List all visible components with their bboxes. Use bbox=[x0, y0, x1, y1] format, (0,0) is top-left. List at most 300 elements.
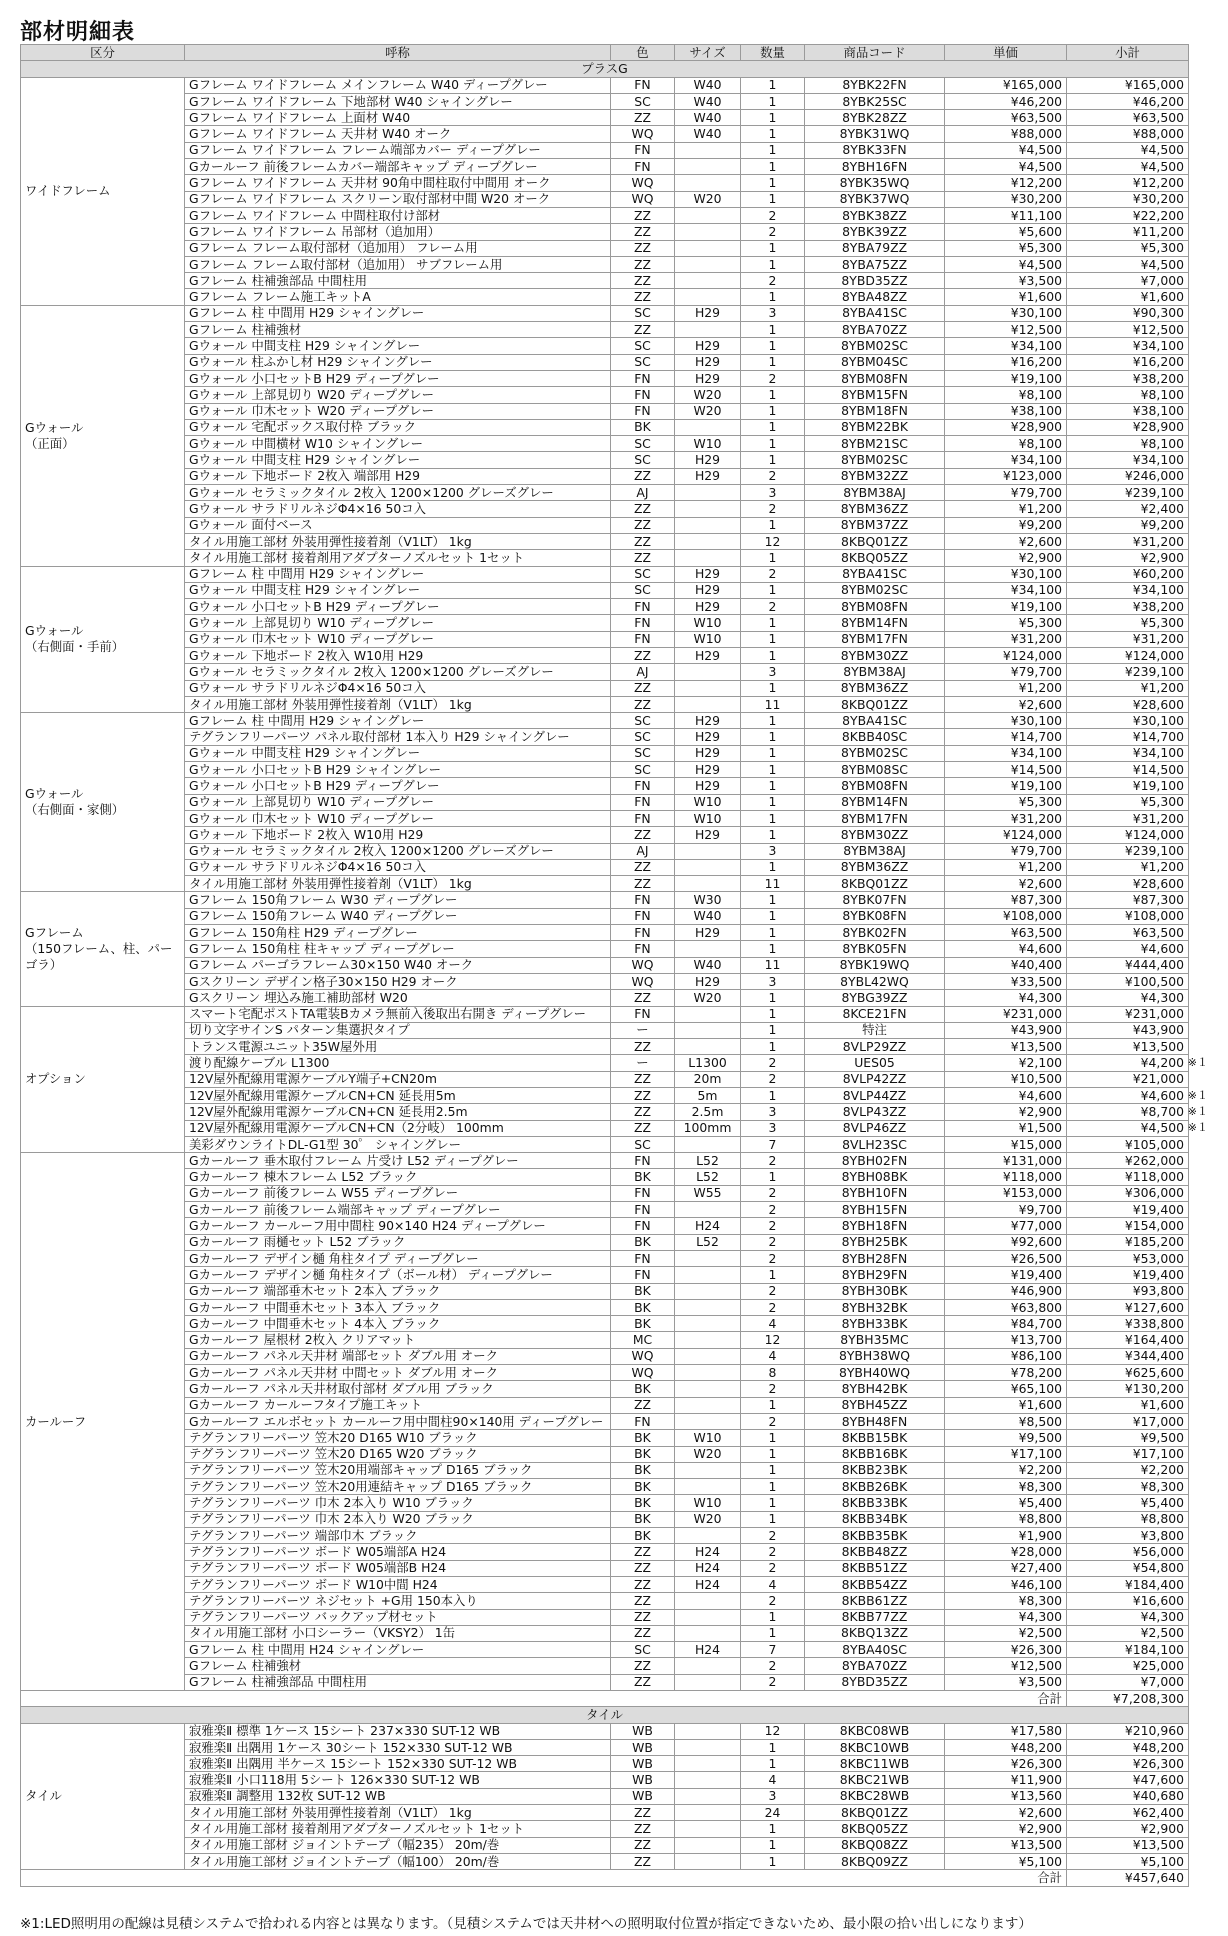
item-size: W10 bbox=[675, 436, 741, 452]
item-name: Gウォール 小口セットB H29 ディープグレー bbox=[185, 370, 611, 386]
item-quantity: 2 bbox=[741, 1055, 805, 1071]
item-size: H24 bbox=[675, 1576, 741, 1592]
item-quantity: 2 bbox=[741, 468, 805, 484]
item-size: H29 bbox=[675, 778, 741, 794]
item-unit-price: ¥231,000 bbox=[945, 1006, 1067, 1022]
table-row bbox=[21, 1560, 1189, 1576]
item-name: Gカールーフ 中間垂木セット 3本入 ブラック bbox=[185, 1299, 611, 1315]
item-size bbox=[675, 1299, 741, 1315]
item-code: 8YBM30ZZ bbox=[805, 827, 945, 843]
item-size: L1300 bbox=[675, 1055, 741, 1071]
item-subtotal: ¥127,600 bbox=[1067, 1299, 1189, 1315]
item-quantity: 1 bbox=[741, 647, 805, 663]
item-color: ZZ bbox=[611, 273, 675, 289]
item-subtotal: ¥40,680 bbox=[1067, 1788, 1189, 1804]
item-name: テグランフリーパーツ ボード W10中間 H24 bbox=[185, 1576, 611, 1592]
item-subtotal: ¥14,700 bbox=[1067, 729, 1189, 745]
table-row bbox=[21, 1055, 1189, 1071]
item-color: ZZ bbox=[611, 1576, 675, 1592]
item-unit-price: ¥3,500 bbox=[945, 273, 1067, 289]
item-unit-price: ¥38,100 bbox=[945, 403, 1067, 419]
item-quantity: 1 bbox=[741, 452, 805, 468]
header-quantity: 数量 bbox=[741, 45, 805, 61]
item-code: 8YBM38AJ bbox=[805, 664, 945, 680]
table-row bbox=[21, 1136, 1189, 1152]
item-name: Gフレーム 柱補強部品 中間柱用 bbox=[185, 273, 611, 289]
header-unit-price: 単価 bbox=[945, 45, 1067, 61]
table-row bbox=[21, 713, 1189, 729]
item-name: Gウォール サラドリルネジΦ4×16 50コ入 bbox=[185, 501, 611, 517]
item-code: 8KBB26BK bbox=[805, 1479, 945, 1495]
item-quantity: 1 bbox=[741, 778, 805, 794]
item-color: ZZ bbox=[611, 1071, 675, 1087]
item-color: ZZ bbox=[611, 533, 675, 549]
item-code: 8YBA41SC bbox=[805, 566, 945, 582]
table-row bbox=[21, 1202, 1189, 1218]
item-subtotal: ¥19,400 bbox=[1067, 1267, 1189, 1283]
item-color: ZZ bbox=[611, 517, 675, 533]
item-subtotal bbox=[1067, 1039, 1189, 1055]
item-name: Gカールーフ 棟木フレーム L52 ブラック bbox=[185, 1169, 611, 1185]
item-color: ー bbox=[611, 1055, 675, 1071]
item-quantity: 1 bbox=[741, 517, 805, 533]
item-size: W20 bbox=[675, 387, 741, 403]
item-unit-price: ¥28,000 bbox=[945, 1544, 1067, 1560]
item-subtotal: ¥30,200 bbox=[1067, 191, 1189, 207]
item-unit-price: ¥9,200 bbox=[945, 517, 1067, 533]
item-subtotal: ¥5,300 bbox=[1067, 615, 1189, 631]
item-quantity: 1 bbox=[741, 338, 805, 354]
item-unit-price: ¥11,100 bbox=[945, 207, 1067, 223]
item-color: ZZ bbox=[611, 110, 675, 126]
item-color: BK bbox=[611, 1495, 675, 1511]
item-quantity: 4 bbox=[741, 1772, 805, 1788]
item-code: 8YBM08FN bbox=[805, 778, 945, 794]
total-value: ¥457,640 bbox=[1067, 1870, 1189, 1886]
item-code: 8YBH16FN bbox=[805, 159, 945, 175]
item-quantity: 2 bbox=[741, 1413, 805, 1429]
footnote-mark: ※１ bbox=[1187, 1088, 1208, 1102]
item-size bbox=[675, 517, 741, 533]
item-size: W10 bbox=[675, 631, 741, 647]
item-subtotal: ¥184,100 bbox=[1067, 1642, 1189, 1658]
item-subtotal: ¥118,000 bbox=[1067, 1169, 1189, 1185]
item-quantity: 8 bbox=[741, 1365, 805, 1381]
item-subtotal: ¥239,100 bbox=[1067, 843, 1189, 859]
item-size bbox=[675, 322, 741, 338]
item-subtotal: ¥48,200 bbox=[1067, 1739, 1189, 1755]
item-quantity: 1 bbox=[741, 1853, 805, 1869]
item-color: ZZ bbox=[611, 207, 675, 223]
item-code: 8KBB15BK bbox=[805, 1430, 945, 1446]
item-color: WQ bbox=[611, 957, 675, 973]
item-name: Gウォール 上部見切り W10 ディープグレー bbox=[185, 794, 611, 810]
item-color: WQ bbox=[611, 1348, 675, 1364]
item-name: Gフレーム ワイドフレーム フレーム端部カバー ディープグレー bbox=[185, 142, 611, 158]
table-row bbox=[21, 1234, 1189, 1250]
item-code: 8KBC28WB bbox=[805, 1788, 945, 1804]
item-color: ZZ bbox=[611, 256, 675, 272]
item-subtotal: ¥8,100 bbox=[1067, 436, 1189, 452]
item-size: W10 bbox=[675, 794, 741, 810]
table-row bbox=[21, 1413, 1189, 1429]
item-color: ZZ bbox=[611, 1104, 675, 1120]
item-subtotal: ¥87,300 bbox=[1067, 892, 1189, 908]
item-code: 8VLP44ZZ bbox=[805, 1088, 945, 1104]
footnote-mark: ※１ bbox=[1187, 1104, 1208, 1118]
item-size: L52 bbox=[675, 1153, 741, 1169]
item-subtotal: ¥9,500 bbox=[1067, 1430, 1189, 1446]
item-color: ZZ bbox=[611, 680, 675, 696]
item-code: 8YBK37WQ bbox=[805, 191, 945, 207]
item-quantity: 1 bbox=[741, 1169, 805, 1185]
item-quantity: 1 bbox=[741, 1625, 805, 1641]
item-subtotal: ¥130,200 bbox=[1067, 1381, 1189, 1397]
item-unit-price: ¥124,000 bbox=[945, 647, 1067, 663]
item-quantity: 1 bbox=[741, 1006, 805, 1022]
item-subtotal bbox=[1067, 1087, 1208, 1104]
item-size: 5m bbox=[675, 1088, 741, 1104]
item-name: Gカールーフ 雨樋セット L52 ブラック bbox=[185, 1234, 611, 1250]
item-quantity: 1 bbox=[741, 1609, 805, 1625]
item-subtotal: ¥19,100 bbox=[1067, 778, 1189, 794]
item-size: H24 bbox=[675, 1218, 741, 1234]
item-unit-price: ¥4,500 bbox=[945, 256, 1067, 272]
item-subtotal: ¥154,000 bbox=[1067, 1218, 1189, 1234]
item-color: FN bbox=[611, 778, 675, 794]
item-size bbox=[675, 1674, 741, 1690]
item-subtotal: ¥108,000 bbox=[1067, 908, 1189, 924]
item-quantity: 2 bbox=[741, 207, 805, 223]
item-name: Gフレーム 150角柱 H29 ディープグレー bbox=[185, 925, 611, 941]
item-code: 8YBA41SC bbox=[805, 305, 945, 321]
item-name: 12V屋外配線用電源ケーブルY端子+CN20m bbox=[185, 1071, 611, 1087]
item-quantity: 2 bbox=[741, 1560, 805, 1576]
item-color: AJ bbox=[611, 485, 675, 501]
header-name: 呼称 bbox=[185, 45, 611, 61]
item-quantity: 1 bbox=[741, 1495, 805, 1511]
item-code: 8YBM14FN bbox=[805, 794, 945, 810]
item-unit-price: ¥30,200 bbox=[945, 191, 1067, 207]
item-size bbox=[675, 1756, 741, 1772]
item-code: 8VLP43ZZ bbox=[805, 1104, 945, 1120]
item-subtotal: ¥26,300 bbox=[1067, 1756, 1189, 1772]
item-size bbox=[675, 1788, 741, 1804]
item-subtotal: ¥2,900 bbox=[1067, 1821, 1189, 1837]
item-code: 8YBK19WQ bbox=[805, 957, 945, 973]
item-name: Gカールーフ 屋根材 2枚入 クリアマット bbox=[185, 1332, 611, 1348]
item-color: ZZ bbox=[611, 1625, 675, 1641]
item-size bbox=[675, 696, 741, 712]
item-subtotal: ¥4,500 bbox=[1067, 256, 1189, 272]
item-color: WQ bbox=[611, 973, 675, 989]
item-subtotal: ¥28,900 bbox=[1067, 419, 1189, 435]
item-unit-price: ¥84,700 bbox=[945, 1316, 1067, 1332]
table-row bbox=[21, 1267, 1189, 1283]
item-code: 8YBM37ZZ bbox=[805, 517, 945, 533]
table-row bbox=[21, 876, 1189, 892]
section-header-row bbox=[21, 1707, 1189, 1723]
item-code: 8KBB48ZZ bbox=[805, 1544, 945, 1560]
table-row bbox=[21, 1544, 1189, 1560]
table-row bbox=[21, 126, 1189, 142]
item-subtotal bbox=[1067, 1120, 1208, 1136]
item-subtotal: ¥90,300 bbox=[1067, 305, 1189, 321]
item-quantity: 2 bbox=[741, 1381, 805, 1397]
item-name: Gスクリーン デザイン格子30×150 H29 オーク bbox=[185, 973, 611, 989]
item-name: Gカールーフ パネル天井材 中間セット ダブル用 オーク bbox=[185, 1365, 611, 1381]
item-color: ZZ bbox=[611, 859, 675, 875]
item-size: W20 bbox=[675, 403, 741, 419]
item-code: 8KBB16BK bbox=[805, 1446, 945, 1462]
item-quantity: 1 bbox=[741, 403, 805, 419]
item-name: Gカールーフ 中間垂木セット 4本入 ブラック bbox=[185, 1316, 611, 1332]
table-row bbox=[21, 1088, 1189, 1104]
item-size: H29 bbox=[675, 354, 741, 370]
item-unit-price: ¥153,000 bbox=[945, 1185, 1067, 1201]
item-subtotal: ¥54,800 bbox=[1067, 1560, 1189, 1576]
item-code: 8KBB61ZZ bbox=[805, 1593, 945, 1609]
item-name: Gフレーム フレーム取付部材（追加用） フレーム用 bbox=[185, 240, 611, 256]
item-color: ZZ bbox=[611, 1805, 675, 1821]
item-name: テグランフリーパーツ ボード W05端部A H24 bbox=[185, 1544, 611, 1560]
item-subtotal: ¥31,200 bbox=[1067, 810, 1189, 826]
item-color: FN bbox=[611, 794, 675, 810]
item-color: ZZ bbox=[611, 550, 675, 566]
category-label: オプション bbox=[21, 1006, 185, 1153]
header-product-code: 商品コード bbox=[805, 45, 945, 61]
item-size bbox=[675, 1202, 741, 1218]
item-name: Gフレーム ワイドフレーム 下地部材 W40 シャイングレー bbox=[185, 93, 611, 109]
item-quantity: 3 bbox=[741, 664, 805, 680]
item-subtotal-value: ¥43,900 bbox=[1132, 1022, 1184, 1038]
item-name: Gフレーム 150角柱 柱キャップ ディープグレー bbox=[185, 941, 611, 957]
total-value: ¥7,208,300 bbox=[1067, 1690, 1189, 1706]
item-quantity: 1 bbox=[741, 1088, 805, 1104]
item-quantity: 1 bbox=[741, 925, 805, 941]
item-code: 8YBM02SC bbox=[805, 452, 945, 468]
item-code: 8YBM14FN bbox=[805, 615, 945, 631]
item-color: ZZ bbox=[611, 289, 675, 305]
item-quantity: 1 bbox=[741, 859, 805, 875]
item-name: タイル用施工部材 外装用弾性接着剤（V1LT） 1kg bbox=[185, 876, 611, 892]
item-code: 8YBH38WQ bbox=[805, 1348, 945, 1364]
item-name: タイル用施工部材 外装用弾性接着剤（V1LT） 1kg bbox=[185, 1805, 611, 1821]
table-row bbox=[21, 419, 1189, 435]
item-color: ZZ bbox=[611, 696, 675, 712]
header-subtotal: 小計 bbox=[1067, 45, 1189, 61]
table-row bbox=[21, 1576, 1189, 1592]
table-row bbox=[21, 1039, 1189, 1055]
item-name: Gウォール 宅配ボックス取付枠 ブラック bbox=[185, 419, 611, 435]
item-size bbox=[675, 159, 741, 175]
item-color: ZZ bbox=[611, 1088, 675, 1104]
item-subtotal: ¥8,800 bbox=[1067, 1511, 1189, 1527]
item-quantity: 1 bbox=[741, 1756, 805, 1772]
item-subtotal bbox=[1067, 1071, 1189, 1087]
footnote-mark: ※１ bbox=[1187, 1056, 1208, 1070]
item-quantity: 1 bbox=[741, 680, 805, 696]
item-code: 8YBH15FN bbox=[805, 1202, 945, 1218]
item-quantity: 1 bbox=[741, 387, 805, 403]
item-quantity: 1 bbox=[741, 110, 805, 126]
item-unit-price: ¥4,300 bbox=[945, 990, 1067, 1006]
item-code: 8YBK38ZZ bbox=[805, 207, 945, 223]
item-color: SC bbox=[611, 305, 675, 321]
item-code: 8YBG39ZZ bbox=[805, 990, 945, 1006]
item-unit-price: ¥34,100 bbox=[945, 745, 1067, 761]
item-code: 8YBK22FN bbox=[805, 77, 945, 93]
item-unit-price: ¥92,600 bbox=[945, 1234, 1067, 1250]
item-code: 8YBD35ZZ bbox=[805, 273, 945, 289]
item-size bbox=[675, 256, 741, 272]
item-quantity: 4 bbox=[741, 1348, 805, 1364]
item-subtotal bbox=[1067, 1103, 1208, 1120]
item-code: 8KBQ05ZZ bbox=[805, 550, 945, 566]
item-subtotal bbox=[1067, 1006, 1189, 1022]
item-size: W40 bbox=[675, 77, 741, 93]
item-unit-price: ¥5,300 bbox=[945, 615, 1067, 631]
item-quantity: 2 bbox=[741, 1185, 805, 1201]
item-unit-price: ¥79,700 bbox=[945, 485, 1067, 501]
item-code: 8YBK31WQ bbox=[805, 126, 945, 142]
item-size: H29 bbox=[675, 745, 741, 761]
item-color: SC bbox=[611, 1136, 675, 1152]
item-unit-price: ¥43,900 bbox=[945, 1022, 1067, 1038]
table-row bbox=[21, 1397, 1189, 1413]
item-subtotal: ¥31,200 bbox=[1067, 631, 1189, 647]
item-code: 8YBM15FN bbox=[805, 387, 945, 403]
item-quantity: 2 bbox=[741, 501, 805, 517]
item-color: SC bbox=[611, 338, 675, 354]
item-code: 8YBK02FN bbox=[805, 925, 945, 941]
item-unit-price: ¥8,500 bbox=[945, 1413, 1067, 1429]
item-unit-price: ¥4,600 bbox=[945, 1088, 1067, 1104]
item-subtotal: ¥239,100 bbox=[1067, 485, 1189, 501]
item-size bbox=[675, 1805, 741, 1821]
item-code: 8KBC08WB bbox=[805, 1723, 945, 1739]
item-subtotal: ¥184,400 bbox=[1067, 1576, 1189, 1592]
item-subtotal-value: ¥4,200 bbox=[1140, 1055, 1184, 1071]
table-row bbox=[21, 517, 1189, 533]
item-name: Gウォール サラドリルネジΦ4×16 50コ入 bbox=[185, 680, 611, 696]
item-quantity: 7 bbox=[741, 1642, 805, 1658]
table-row bbox=[21, 1625, 1189, 1641]
item-name: Gウォール 小口セットB H29 シャイングレー bbox=[185, 762, 611, 778]
item-code: 8KBQ08ZZ bbox=[805, 1837, 945, 1853]
item-color: FN bbox=[611, 892, 675, 908]
table-row bbox=[21, 990, 1189, 1006]
table-row bbox=[21, 110, 1189, 126]
item-unit-price: ¥1,900 bbox=[945, 1528, 1067, 1544]
item-color: ZZ bbox=[611, 1821, 675, 1837]
item-subtotal: ¥165,000 bbox=[1067, 77, 1189, 93]
item-size: W20 bbox=[675, 191, 741, 207]
item-size bbox=[675, 1316, 741, 1332]
item-unit-price: ¥8,100 bbox=[945, 436, 1067, 452]
item-name: Gカールーフ カールーフ用中間柱 90×140 H24 ディープグレー bbox=[185, 1218, 611, 1234]
table-row bbox=[21, 1609, 1189, 1625]
item-code: 8YBM36ZZ bbox=[805, 859, 945, 875]
item-unit-price: ¥19,100 bbox=[945, 599, 1067, 615]
item-quantity: 1 bbox=[741, 1511, 805, 1527]
item-size bbox=[675, 1365, 741, 1381]
item-subtotal: ¥12,500 bbox=[1067, 322, 1189, 338]
item-name: Gスクリーン 埋込み施工補助部材 W20 bbox=[185, 990, 611, 1006]
item-unit-price: ¥34,100 bbox=[945, 582, 1067, 598]
item-subtotal: ¥4,300 bbox=[1067, 1609, 1189, 1625]
item-quantity: 1 bbox=[741, 1462, 805, 1478]
item-color: ZZ bbox=[611, 240, 675, 256]
item-size bbox=[675, 501, 741, 517]
item-quantity: 1 bbox=[741, 582, 805, 598]
item-color: BK bbox=[611, 1511, 675, 1527]
item-name: 12V屋外配線用電源ケーブルCN+CN 延長用2.5m bbox=[185, 1104, 611, 1120]
item-color: AJ bbox=[611, 843, 675, 859]
item-color: BK bbox=[611, 419, 675, 435]
item-unit-price: ¥2,600 bbox=[945, 876, 1067, 892]
item-color: ZZ bbox=[611, 224, 675, 240]
table-row bbox=[21, 925, 1189, 941]
item-subtotal: ¥2,500 bbox=[1067, 1625, 1189, 1641]
item-color: ZZ bbox=[611, 876, 675, 892]
item-code: 8VLH23SC bbox=[805, 1136, 945, 1152]
table-row bbox=[21, 452, 1189, 468]
table-row bbox=[21, 794, 1189, 810]
item-size bbox=[675, 664, 741, 680]
item-size: H29 bbox=[675, 599, 741, 615]
item-code: 8YBH18FN bbox=[805, 1218, 945, 1234]
item-size: H29 bbox=[675, 647, 741, 663]
item-name: タイル用施工部材 ジョイントテープ（幅100） 20m/巻 bbox=[185, 1853, 611, 1869]
section-header-row bbox=[21, 61, 1189, 77]
item-name: Gフレーム フレーム施工キットA bbox=[185, 289, 611, 305]
item-subtotal: ¥1,200 bbox=[1067, 859, 1189, 875]
item-subtotal: ¥16,200 bbox=[1067, 354, 1189, 370]
item-size bbox=[675, 843, 741, 859]
item-unit-price: ¥9,700 bbox=[945, 1202, 1067, 1218]
table-row bbox=[21, 1169, 1189, 1185]
item-unit-price: ¥12,200 bbox=[945, 175, 1067, 191]
item-color: SC bbox=[611, 1642, 675, 1658]
item-color: SC bbox=[611, 713, 675, 729]
item-color: ZZ bbox=[611, 1120, 675, 1136]
item-color: ZZ bbox=[611, 1593, 675, 1609]
table-row bbox=[21, 533, 1189, 549]
item-code: 8YBH02FN bbox=[805, 1153, 945, 1169]
parts-table bbox=[20, 44, 1208, 1887]
item-size bbox=[675, 1609, 741, 1625]
item-name: Gウォール 小口セットB H29 ディープグレー bbox=[185, 778, 611, 794]
item-name: Gウォール 巾木セット W20 ディープグレー bbox=[185, 403, 611, 419]
item-code: 8YBA70ZZ bbox=[805, 322, 945, 338]
table-row bbox=[21, 485, 1189, 501]
item-quantity: 2 bbox=[741, 1234, 805, 1250]
item-size: H29 bbox=[675, 925, 741, 941]
item-code: 8YBK25SC bbox=[805, 93, 945, 109]
item-color: FN bbox=[611, 1006, 675, 1022]
table-row bbox=[21, 305, 1189, 321]
item-name: テグランフリーパーツ パネル取付部材 1本入り H29 シャイングレー bbox=[185, 729, 611, 745]
item-name: Gフレーム ワイドフレーム メインフレーム W40 ディープグレー bbox=[185, 77, 611, 93]
item-color: FN bbox=[611, 387, 675, 403]
item-subtotal: ¥56,000 bbox=[1067, 1544, 1189, 1560]
item-size: W10 bbox=[675, 810, 741, 826]
item-subtotal-value: ¥8,700 bbox=[1140, 1103, 1184, 1119]
item-name: Gフレーム ワイドフレーム 上面材 W40 bbox=[185, 110, 611, 126]
item-name: 美彩ダウンライトDL-G1型 30゜ シャイングレー bbox=[185, 1136, 611, 1152]
table-row bbox=[21, 1299, 1189, 1315]
